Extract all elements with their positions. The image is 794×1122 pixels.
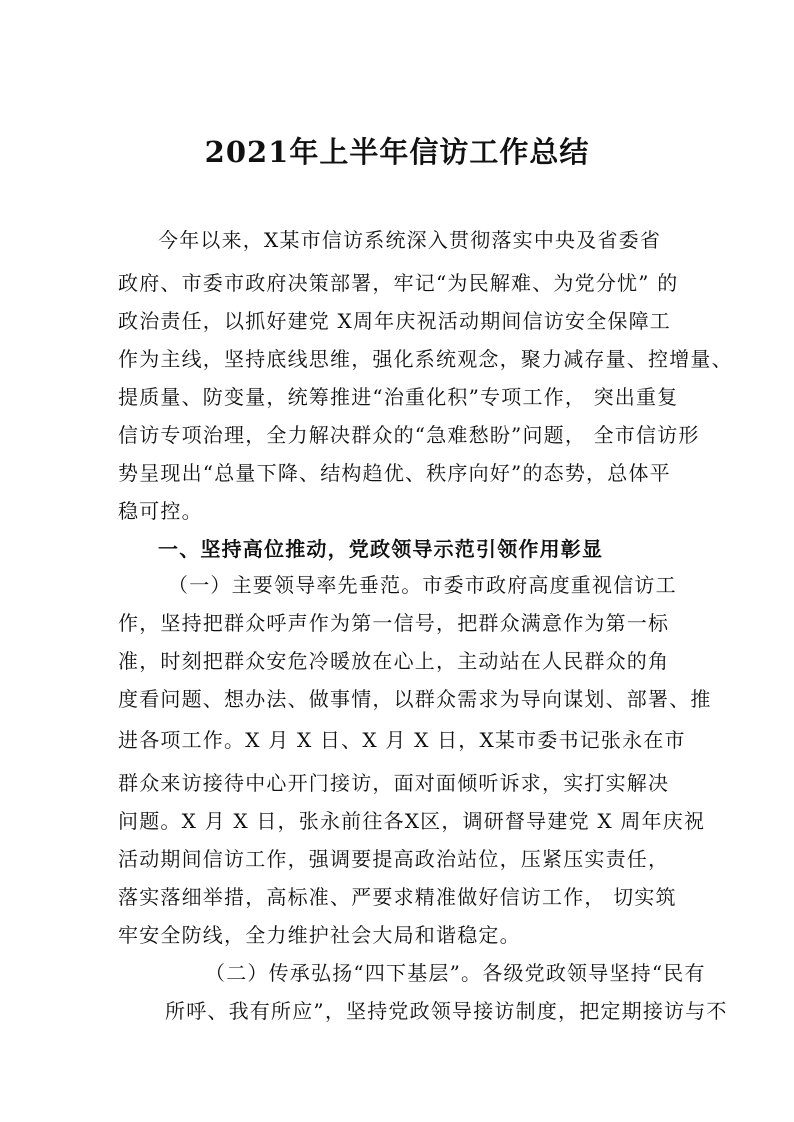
section-heading: 一、坚持高位推动，党政领导示范引领作用彰显 [158, 537, 604, 561]
body-line: 政府、市委市政府决策部署，牢记“为民解难、为党分忧” 的 [118, 271, 679, 295]
body-line: （一）主要领导率先垂范。市委市政府高度重视信访工 [168, 573, 677, 597]
body-line: 准，时刻把群众安危冷暖放在心上，主动站在人民群众的角 [118, 649, 670, 673]
body-line: 提质量、防变量，统筹推进“治重化积”专项工作， 突出重复 [118, 385, 679, 409]
document-title: 2021年上半年信访工作总结 [204, 135, 590, 169]
body-line: 活动期间信访工作，强调要提高政治站位，压紧压实责任， [118, 847, 670, 871]
body-line: 作为主线，坚持底线思维，强化系统观念，聚力减存量、控增量、 [118, 347, 733, 371]
body-line: 牢安全防线，全力维护社会大局和谐稳定。 [118, 923, 521, 947]
body-line: 政治责任，以抓好建党 X周年庆祝活动期间信访安全保障工 [118, 309, 671, 333]
body-line: 信访专项治理，全力解决群众的“急难愁盼”问题， 全市信访形 [118, 423, 700, 447]
body-line: 今年以来，X某市信访系统深入贯彻落实中央及省委省 [158, 228, 662, 252]
body-line: 问题。X 月 X 日，张永前往各X区，调研督导建党 X 周年庆祝 [118, 809, 706, 833]
body-line: 进各项工作。X 月 X 日、X 月 X 日，X某市委书记张永在市 [118, 728, 686, 752]
body-line: 群众来访接待中心开门接访，面对面倾听诉求，实打实解决 [118, 771, 670, 795]
body-line: 稳可控。 [118, 499, 203, 523]
body-line: 度看问题、想办法、做事情，以群众需求为导向谋划、部署、推 [118, 687, 712, 711]
body-line: 所呼、我有所应”，坚持党政领导接访制度，把定期接访与不 [165, 999, 728, 1023]
body-line: 落实落细举措，高标准、严要求精准做好信访工作， 切实筑 [118, 885, 677, 909]
body-line: 作，坚持把群众呼声作为第一信号，把群众满意作为第一标 [118, 611, 670, 635]
body-line: （二）传承弘扬“四下基层”。各级党政领导坚持“民有 [205, 961, 706, 985]
body-line: 势呈现出“总量下降、结构趋优、秩序向好”的态势，总体平 [118, 461, 671, 485]
